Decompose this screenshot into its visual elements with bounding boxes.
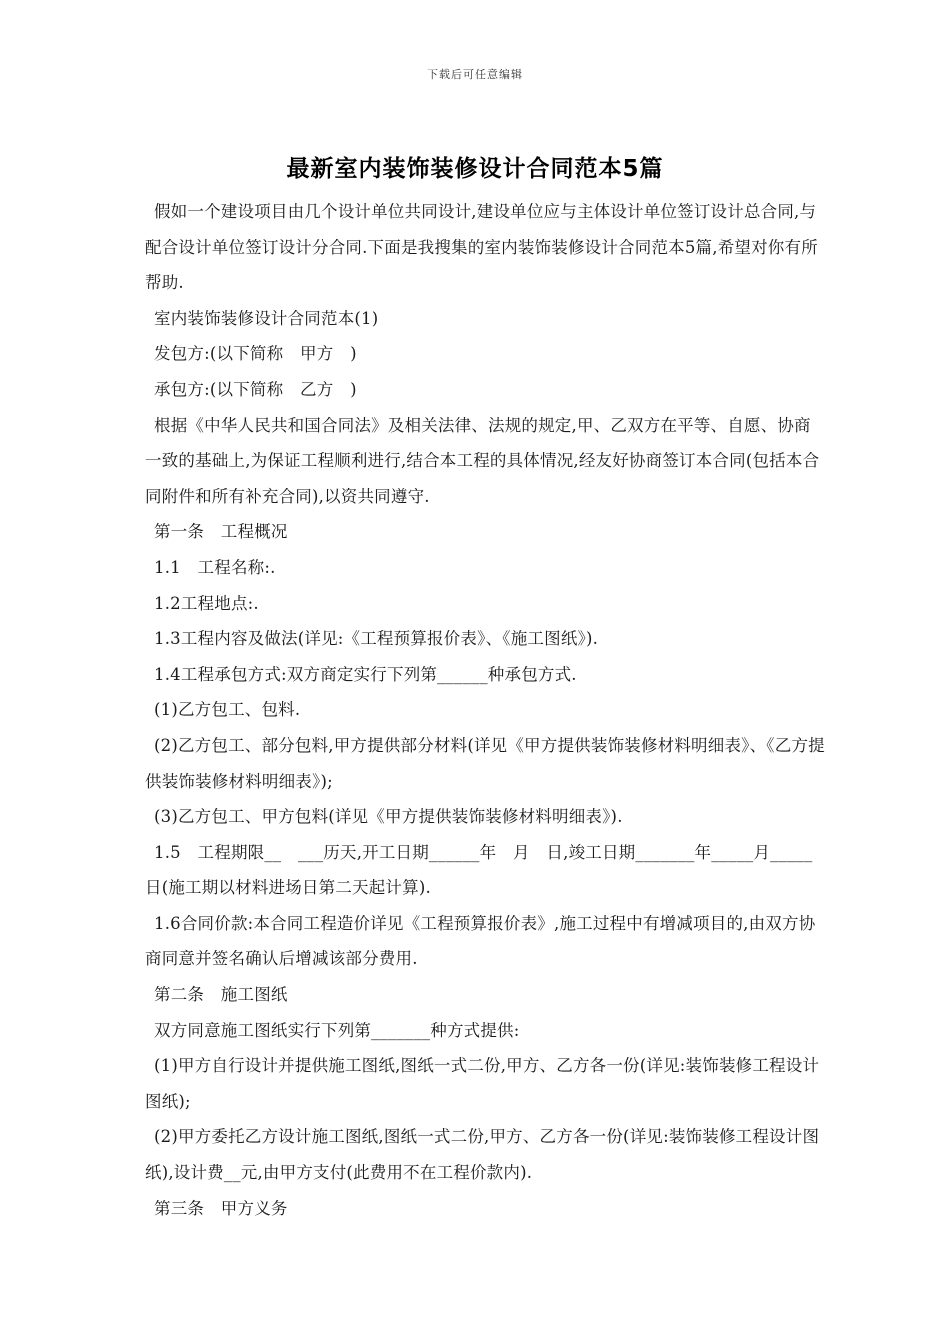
paragraph-1-1: 1.1 工程名称:.	[154, 557, 276, 577]
paragraph-option-2: (2)乙方包工、部分包料,甲方提供部分材料(详见《甲方提供装饰装修材料明细表》、《乙方提供装饰装修材料明细表》);	[145, 735, 825, 791]
paragraph-contract-title: 室内装饰装修设计合同范本(1)	[154, 308, 379, 328]
paragraph-1-6: 1.6合同价款:本合同工程造价详见《工程预算报价表》,施工过程中有增减项目的,由双方协商同意并签名确认后增减该部分费用.	[145, 913, 816, 969]
document-title: 最新室内装饰装修设计合同范本5篇	[286, 156, 664, 182]
paragraph-drawing-option-1: (1)甲方自行设计并提供施工图纸,图纸一式二份,甲方、乙方各一份(详见:装饰装修工程设计图纸);	[145, 1056, 820, 1111]
paragraph-option-3: (3)乙方包工、甲方包料(详见《甲方提供装饰装修材料明细表》).	[154, 807, 623, 827]
paragraph-intro: 假如一个建设项目由几个设计单位共同设计,建设单位应与主体设计单位签订设计总合同,与配合设计单位签订设计分合同.下面是我搜集的室内装饰装修设计合同范本5篇,希望对你有所帮助.	[145, 202, 818, 293]
paragraph-party-a: 发包方:(以下简称 甲方 )	[154, 344, 357, 364]
paragraph-1-3: 1.3工程内容及做法(详见:《工程预算报价表》、《施工图纸》).	[154, 629, 599, 649]
paragraph-article-2: 第二条 施工图纸	[154, 985, 288, 1005]
paragraph-article-1: 第一条 工程概况	[154, 522, 288, 542]
paragraph-party-b: 承包方:(以下简称 乙方 )	[154, 379, 357, 399]
paragraph-option-1: (1)乙方包工、包料.	[154, 700, 301, 720]
paragraph-drawing-option-2: (2)甲方委托乙方设计施工图纸,图纸一式二份,甲方、乙方各一份(详见:装饰装修工程设计图纸),设计费__元,由甲方支付(此费用不在工程价款内).	[145, 1127, 820, 1183]
document-body	[145, 194, 825, 1226]
paragraph-basis: 根据《中华人民共和国合同法》及相关法律、法规的规定,甲、乙双方在平等、自愿、协商一致的基础上,为保证工程顺利进行,结合本工程的具体情况,经友好协商签订本合同(包括本合同附件和所有补充合同),以资共同遵守.	[145, 415, 820, 506]
header-note: 下载后可任意编辑	[427, 68, 523, 81]
paragraph-article-3: 第三条 甲方义务	[154, 1198, 288, 1218]
paragraph-1-5: 1.5 工程期限__ ___历天,开工日期______年 月 日,竣工日期_______年_____月_____日(施工期以材料进场日第二天起计算).	[145, 842, 813, 898]
paragraph-drawing-method: 双方同意施工图纸实行下列第_______种方式提供:	[154, 1020, 520, 1040]
paragraph-1-2: 1.2工程地点:.	[154, 593, 259, 613]
paragraph-1-4: 1.4工程承包方式:双方商定实行下列第______种承包方式.	[154, 664, 577, 684]
